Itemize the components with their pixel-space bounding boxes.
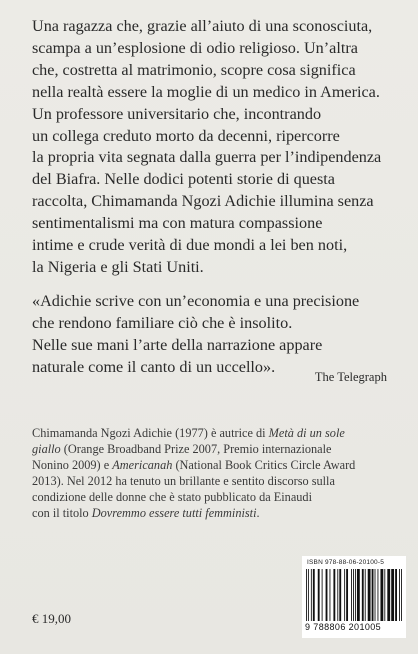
bio-text: . bbox=[256, 506, 260, 521]
barcode-bars bbox=[305, 569, 403, 621]
book-title-italic: Americanah bbox=[112, 458, 173, 473]
quote-source: The Telegraph bbox=[314, 370, 387, 384]
synopsis-line: nella realtà essere la moglie di un medico in America. bbox=[32, 82, 380, 101]
book-title-italic: Dovremmo essere tutti femministi bbox=[91, 506, 257, 521]
synopsis-paragraph bbox=[32, 16, 408, 279]
bio-text: Nonino 2009) e bbox=[32, 458, 113, 473]
quote-line: che rendono familiare ciò che è insolito. bbox=[32, 313, 293, 332]
press-quote bbox=[32, 291, 408, 379]
barcode bbox=[302, 556, 406, 638]
quote-line: naturale come il canto di un uccello». bbox=[32, 357, 276, 376]
synopsis-line: Un professore universitario che, incontrando bbox=[32, 104, 322, 123]
bio-line: 2013). Nel 2012 ha tenuto un brillante e sentito discorso sulla bbox=[32, 474, 335, 489]
synopsis-line: del Biafra. Nelle dodici potenti storie di questa bbox=[32, 170, 335, 189]
bio-line bbox=[32, 505, 404, 521]
synopsis-line: sentimentalismi ma con matura compassione bbox=[32, 214, 323, 233]
synopsis-line: raccolta, Chimamanda Ngozi Adichie illumina senza bbox=[32, 192, 374, 211]
bio-line: condizione delle donne che è stato pubblicato da Einaudi bbox=[32, 490, 313, 505]
synopsis-line: la Nigeria e gli Stati Uniti. bbox=[32, 257, 204, 276]
book-title-italic: giallo bbox=[32, 442, 61, 457]
synopsis-line: intime e crude verità di due mondi a lei ben noti, bbox=[32, 236, 348, 255]
isbn-label: ISBN 978-88-06-20100-5 bbox=[307, 559, 385, 566]
synopsis-line: scampa a un’esplosione di odio religioso. Un’altra bbox=[32, 38, 358, 57]
ean-digits: 9 788806 201005 bbox=[305, 622, 382, 632]
quote-line: «Adichie scrive con un’economia e una precisione bbox=[32, 292, 360, 310]
bio-text: con il titolo bbox=[32, 506, 92, 521]
bio-line bbox=[32, 457, 404, 473]
synopsis-line: la propria vita segnata dalla guerra per l’indipendenza bbox=[32, 148, 382, 167]
bio-line bbox=[32, 425, 404, 441]
synopsis-line: un collega creduto morto da decenni, ripercorre bbox=[32, 126, 340, 145]
bio-text: (National Book Critics Circle Award bbox=[172, 458, 356, 473]
bio-line bbox=[32, 441, 404, 457]
author-bio bbox=[32, 425, 404, 522]
price-label: € 19,00 bbox=[32, 611, 71, 626]
synopsis-line: Una ragazza che, grazie all’aiuto di una sconosciuta, bbox=[32, 17, 373, 35]
synopsis-line: che, costretta al matrimonio, scopre cosa significa bbox=[32, 60, 356, 79]
book-title-italic: Metà di un sole bbox=[268, 426, 345, 440]
bio-text: Chimamanda Ngozi Adichie (1977) è autrice di bbox=[32, 426, 269, 440]
quote-line: Nelle sue mani l’arte della narrazione appare bbox=[32, 335, 323, 354]
bio-text: (Orange Broadband Prize 2007, Premio internazionale bbox=[60, 442, 332, 457]
